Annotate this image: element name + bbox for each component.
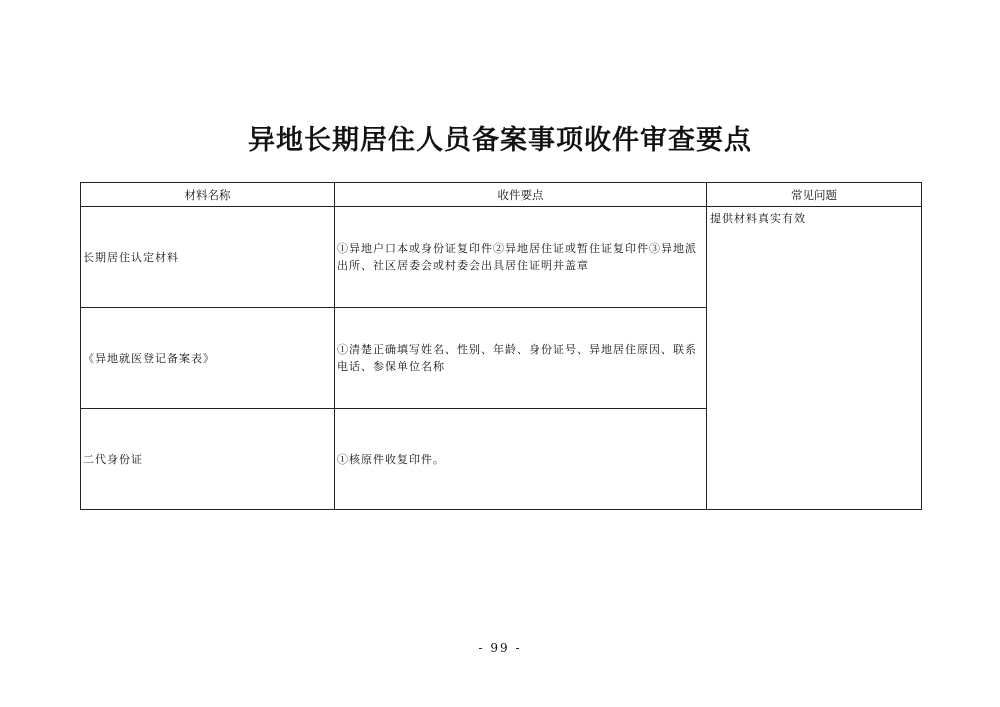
table-row: [81, 207, 922, 308]
receipt-points-cell: ①清楚正确填写姓名、性别、年龄、身份证号、异地居住原因、联系电话、参保单位名称: [335, 308, 707, 409]
table-header-row: [81, 183, 922, 207]
header-receipt-points: 收件要点: [335, 183, 707, 207]
header-material-name: 材料名称: [81, 183, 335, 207]
material-name-cell: 二代身份证: [81, 409, 335, 510]
material-name-cell: 《异地就医登记备案表》: [81, 308, 335, 409]
common-issue-cell: 提供材料真实有效: [707, 207, 922, 510]
receipt-points-cell: ①异地户口本或身份证复印件②异地居住证或暂住证复印件③异地派出所、社区居委会或村委会出具居住证明并盖章: [335, 207, 707, 308]
receipt-points-cell: ①核原件收复印件。: [335, 409, 707, 510]
header-common-issues: 常见问题: [707, 183, 922, 207]
review-points-table: [80, 182, 922, 510]
material-name-cell: 长期居住认定材料: [81, 207, 335, 308]
page-number: - 99 -: [478, 641, 522, 655]
page-title: 异地长期居住人员备案事项收件审查要点: [248, 125, 752, 156]
